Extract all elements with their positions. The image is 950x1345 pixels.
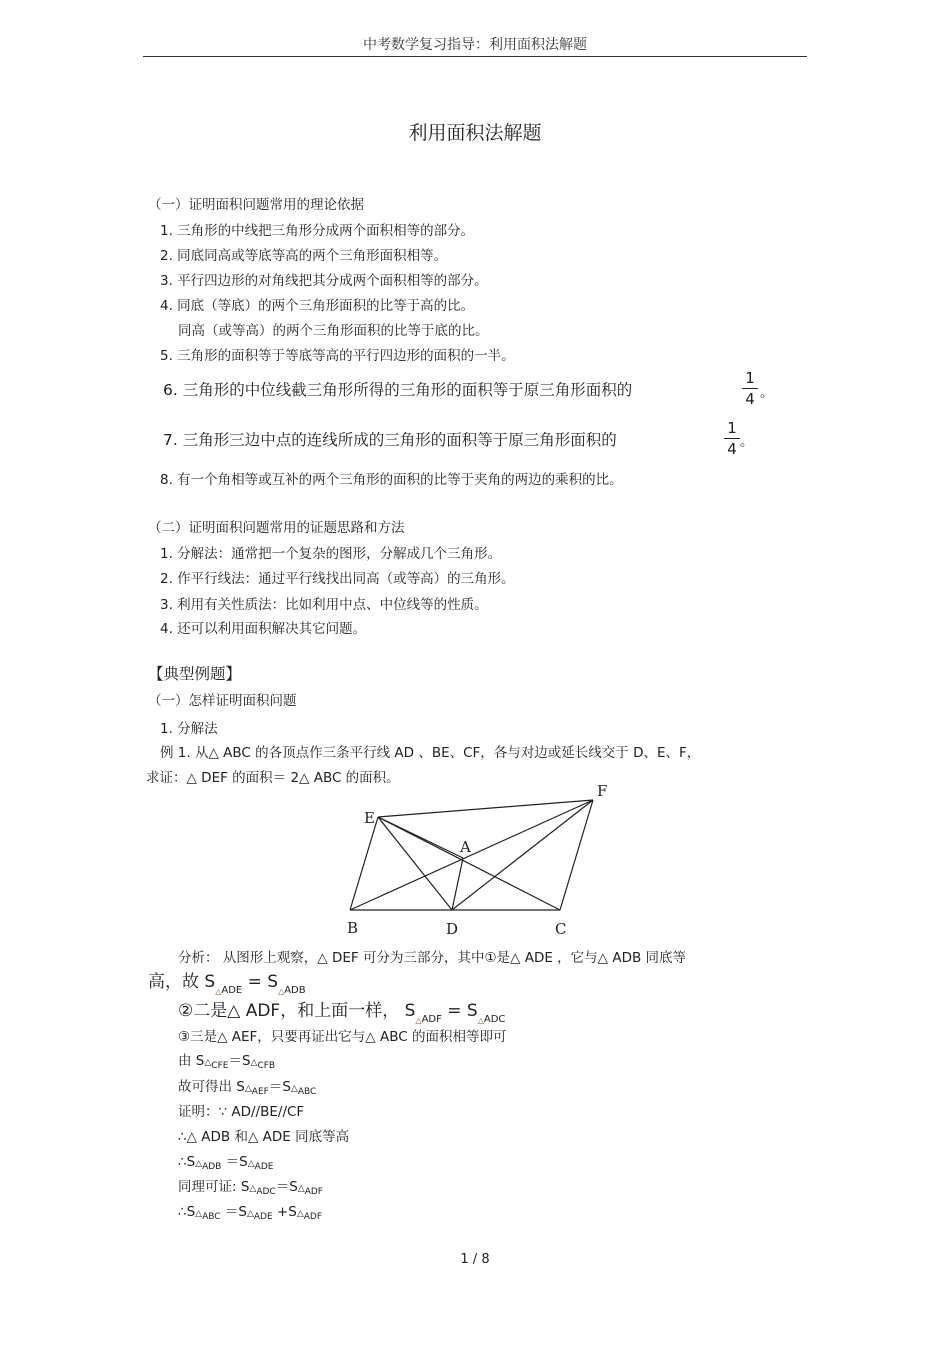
triangle-symbol: △ [195, 1159, 203, 1169]
proof-text: ＝S [220, 1204, 247, 1220]
section2-item-2: 2. 作平行线法：通过平行线找出同高（或等高）的三角形。 [160, 571, 515, 587]
label-F: F [597, 782, 608, 800]
proof-line4: ∴△ ADB 和△ ADE 同底等高 [178, 1129, 350, 1145]
analysis-line3 [178, 996, 506, 1025]
section1-item-4: 4. 同底（等底）的两个三角形面积的比等于高的比。 [160, 298, 475, 314]
section2-item-1: 1. 分解法：通常把一个复杂的图形，分解成几个三角形。 [160, 546, 502, 562]
proof-line7 [178, 1200, 322, 1220]
subscript: ADB [202, 1162, 222, 1172]
proof-text: 同理可证: S [178, 1179, 250, 1195]
fraction-denominator: 4 [727, 440, 737, 458]
proof-text: 故可得出 S [178, 1079, 245, 1095]
subscript: ABC [202, 1212, 221, 1222]
proof-text: +S [272, 1204, 297, 1220]
label-E: E [364, 809, 375, 827]
section1-item-8: 8. 有一个角相等或互补的两个三角形的面积的比等于夹角的两边的乘积的比。 [160, 472, 623, 488]
section1-item-3: 3. 平行四边形的对角线把其分成两个面积相等的部分。 [160, 273, 488, 289]
label-A: A [460, 838, 471, 856]
examples-heading: 【典型例题】 [148, 665, 242, 683]
fraction-quarter-7 [722, 419, 742, 458]
item6-period: 。 [760, 385, 774, 401]
segment-EA [378, 817, 463, 858]
proof-text: 由 S [178, 1053, 205, 1069]
page-header: 中考数学复习指导：利用面积法解题 [363, 37, 587, 53]
examples-subheading: （一）怎样证明面积问题 [148, 693, 297, 709]
equals-s: = S [441, 1001, 478, 1021]
section2-item-3: 3. 利用有关性质法：比如利用中点、中位线等的性质。 [160, 597, 488, 613]
proof-line2 [178, 1075, 316, 1095]
subscript: ADB [284, 985, 306, 996]
analysis-line2 [148, 967, 306, 996]
triangle-symbol: △ [290, 1084, 298, 1094]
proof-text: ∴S [178, 1204, 196, 1220]
proof-text: ＝S [268, 1079, 291, 1095]
fraction-numerator: 1 [745, 369, 755, 387]
section1-item-6: 6. 三角形的中位线截三角形所得的三角形的面积等于原三角形面积的 [163, 381, 633, 399]
triangle-symbol: △ [195, 1209, 203, 1219]
section2-heading: （二）证明面积问题常用的证题思路和方法 [148, 520, 405, 536]
proof-line6 [178, 1175, 323, 1195]
subscript: ADE [254, 1162, 274, 1172]
section2-item-4: 4. 还可以利用面积解决其它问题。 [160, 621, 367, 637]
segment-ED [378, 817, 452, 910]
proof-line1 [178, 1049, 275, 1069]
section1-item-5: 5. 三角形的面积等于等底等高的平行四边形的面积的一半。 [160, 348, 515, 364]
proof-line3: 证明：∵ AD//BE//CF [178, 1104, 305, 1120]
subscript: AEF [251, 1087, 269, 1097]
triangle-symbol: △ [244, 1084, 252, 1094]
analysis-line3-prefix: ②二是△ ADF，和上面一样， S [178, 1001, 416, 1021]
analysis-line4: ③三是△ AEF，只要再证出它与△ ABC 的面积相等即可 [178, 1029, 507, 1045]
section1-item-2: 2. 同底同高或等底等高的两个三角形面积相等。 [160, 248, 448, 264]
subscript: CFE [211, 1061, 229, 1071]
item7-period: 。 [740, 434, 754, 450]
triangle-symbol: △ [250, 1058, 258, 1068]
triangle-symbol: △ [246, 1209, 254, 1219]
subscript: ABC [297, 1087, 317, 1097]
triangle-symbol: △ [278, 987, 285, 996]
label-C: C [555, 920, 567, 938]
fraction-bar [742, 388, 758, 389]
example1-line2: 求证：△ DEF 的面积＝ 2△ ABC 的面积。 [146, 770, 400, 786]
fraction-denominator: 4 [745, 390, 755, 408]
page-title: 利用面积法解题 [408, 122, 542, 144]
subscript: ADE [253, 1212, 273, 1222]
equals-s: = S [242, 972, 279, 992]
triangle-symbol: △ [296, 1209, 304, 1219]
section1-item-7: 7. 三角形三边中点的连线所成的三角形的面积等于原三角形面积的 [163, 431, 617, 449]
triangle-symbol: △ [477, 1016, 484, 1025]
section1-item-1: 1. 三角形的中线把三角形分成两个面积相等的部分。 [160, 223, 475, 239]
triangle-symbol: △ [415, 1016, 422, 1025]
page-number: 1 / 8 [460, 1252, 490, 1267]
label-B: B [347, 919, 359, 937]
triangle-symbol: △ [215, 987, 222, 996]
subscript: ADE [221, 985, 243, 996]
segment-FD [452, 800, 593, 910]
triangle-symbol: △ [297, 1184, 305, 1194]
fraction-numerator: 1 [727, 419, 737, 437]
subscript: ADC [256, 1187, 276, 1197]
subscript: ADF [303, 1212, 323, 1222]
proof-text: ∴S [178, 1154, 196, 1170]
subscript: ADF [304, 1187, 323, 1197]
segment-EB [350, 817, 378, 910]
subscript: CFB [257, 1061, 276, 1071]
section1-item-4b: 同高（或等高）的两个三角形面积的比等于底的比。 [178, 323, 489, 339]
proof-line5 [178, 1150, 273, 1170]
triangle-symbol: △ [204, 1058, 212, 1068]
analysis-line2-prefix: 高，故 S [148, 972, 216, 992]
fraction-quarter-6 [740, 369, 760, 408]
proof-text: ＝S [228, 1053, 251, 1069]
header-rule [143, 56, 807, 57]
method-title: 1. 分解法 [160, 721, 218, 737]
label-D: D [446, 920, 459, 938]
example1-line1: 例 1. 从△ ABC 的各顶点作三条平行线 AD 、BE、CF，各与对边或延长线交于 D、E、F， [160, 745, 701, 761]
triangle-symbol: △ [247, 1159, 255, 1169]
proof-text: ＝S [221, 1154, 248, 1170]
geometry-figure [340, 780, 620, 940]
segment-FC [560, 800, 593, 910]
fraction-bar [724, 438, 740, 439]
section1-heading: （一）证明面积问题常用的理论依据 [148, 197, 364, 213]
subscript: ADF [421, 1014, 442, 1025]
proof-text: ＝S [275, 1179, 298, 1195]
subscript: ADC [483, 1014, 506, 1025]
analysis-line1: 分析： 从图形上观察，△ DEF 可分为三部分，其中①是△ ADE ，它与△ ADB 同底等 [178, 950, 687, 966]
triangle-symbol: △ [249, 1184, 257, 1194]
